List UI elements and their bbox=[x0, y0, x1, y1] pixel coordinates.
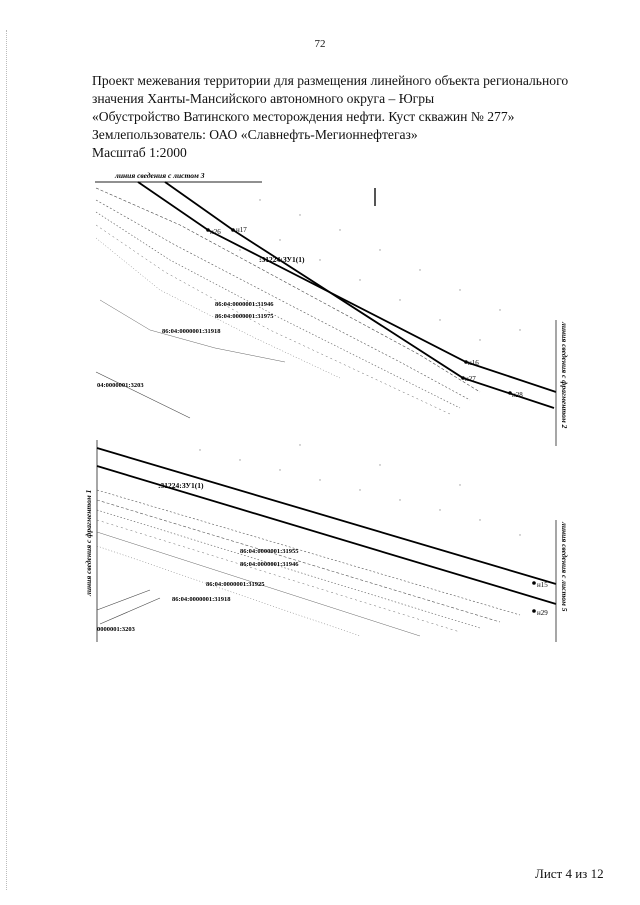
neighbour-line bbox=[96, 188, 480, 392]
point-marker bbox=[231, 228, 235, 232]
vegetation-dots bbox=[239, 199, 520, 340]
neighbour-line bbox=[97, 520, 460, 632]
sheet-counter: Лист 4 из 12 bbox=[535, 866, 604, 881]
match-line-left-label: линия сведения с фрагментом 1 bbox=[84, 489, 93, 596]
point-marker bbox=[532, 609, 536, 613]
parcel-boundary-upper bbox=[97, 448, 556, 584]
match-line-top-label: линия сведения с листом 3 bbox=[115, 171, 205, 180]
fragment-2 bbox=[84, 440, 569, 642]
parcel-label: :31224:ЗУ1(1) bbox=[259, 255, 305, 264]
neighbour-line bbox=[97, 546, 360, 636]
point-label-n17: н17 bbox=[236, 226, 247, 234]
neighbour-line bbox=[97, 510, 480, 628]
match-line-right-label: линия сведения с листом 5 bbox=[560, 522, 569, 612]
cadastral-label: 86:04:0000001:31946 bbox=[240, 561, 299, 568]
cadastral-label: 04:0000001:3203 bbox=[97, 382, 144, 389]
north-marker bbox=[374, 188, 376, 206]
neighbour-line bbox=[97, 500, 500, 622]
header-line-2: значения Ханты-Мансийского автономного округа – Югры bbox=[92, 91, 435, 106]
point-label-n29: н29 bbox=[537, 609, 548, 617]
point-label-n26: н26 bbox=[210, 228, 221, 236]
cadastral-label: 86:04:0000001:31975 bbox=[215, 313, 274, 320]
point-label-n15: н15 bbox=[537, 581, 548, 589]
cadastral-label: 86:04:0000001:31918 bbox=[172, 596, 231, 603]
point-label-n16: н16 bbox=[468, 359, 479, 367]
cadastral-label: 86:04:0000001:31925 bbox=[206, 581, 265, 588]
neighbour-line bbox=[97, 590, 150, 610]
neighbour-line bbox=[100, 598, 160, 624]
cadastral-label: 86:04:0000001:31946 bbox=[215, 301, 274, 308]
header-line-4: Землепользователь: ОАО «Славнефть-Мегионнефтегаз» bbox=[92, 127, 418, 142]
neighbour-line bbox=[96, 212, 460, 408]
fragment-1 bbox=[95, 171, 569, 446]
parcel-boundary-upper bbox=[138, 182, 556, 392]
neighbour-line bbox=[96, 372, 190, 418]
cadastral-label: 86:04:0000001:31918 bbox=[162, 328, 221, 335]
header-line-3: «Обустройство Ватинского месторождения нефти. Куст скважин № 277» bbox=[92, 109, 515, 124]
cadastral-label: 86:04:0000001:31955 bbox=[240, 548, 299, 555]
header-line-5: Масштаб 1:2000 bbox=[92, 145, 187, 160]
header-line-1: Проект межевания территории для размещения линейного объекта регионального bbox=[92, 73, 569, 88]
page-number: 72 bbox=[314, 38, 326, 50]
point-marker bbox=[532, 581, 536, 585]
match-line-right-label: линия сведения с фрагментом 2 bbox=[560, 322, 569, 429]
vegetation-dots bbox=[199, 444, 520, 535]
cadastral-label: 0000001:3203 bbox=[97, 626, 135, 633]
point-label-n27: н27 bbox=[465, 375, 476, 383]
neighbour-line bbox=[96, 200, 470, 400]
parcel-boundary-lower bbox=[165, 182, 554, 408]
parcel-label: :31224:ЗУ1(1) bbox=[158, 481, 204, 490]
point-label-n28: н28 bbox=[512, 391, 523, 399]
